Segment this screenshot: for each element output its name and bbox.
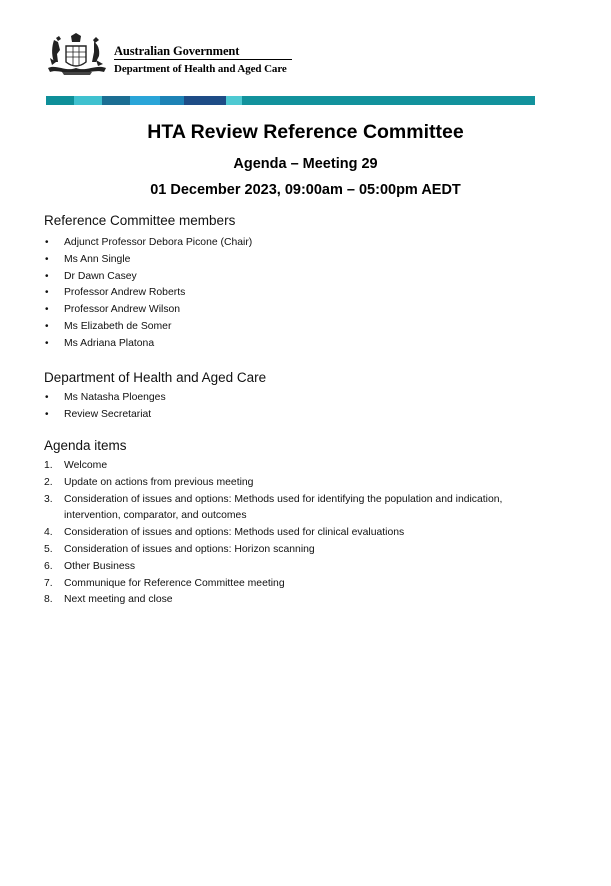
color-segment: [46, 96, 74, 105]
members-list: [44, 235, 554, 353]
government-name: Australian Government: [114, 44, 240, 58]
department-name: Department of Health and Aged Care: [114, 63, 287, 75]
agenda-item: [44, 492, 554, 526]
list-item-text: Professor Andrew Wilson: [64, 304, 181, 316]
list-item-text: Ms Elizabeth de Somer: [64, 320, 172, 332]
item-number: 1.: [44, 460, 53, 471]
item-number: 6.: [44, 560, 53, 572]
coat-of-arms-icon: [46, 32, 108, 78]
meeting-date: 01 December 2023, 09:00am – 05:00pm AEDT: [150, 182, 461, 198]
list-item: [44, 252, 554, 269]
item-number: 7.: [44, 577, 53, 589]
agenda-item: [44, 576, 554, 593]
bullet-icon: •: [45, 237, 49, 248]
bullet-icon: •: [45, 392, 49, 403]
list-item-text: Ms Natasha Ploenges: [64, 392, 166, 403]
color-segment: [242, 96, 535, 105]
bullet-icon: •: [45, 304, 49, 316]
item-number: 3.: [44, 493, 53, 505]
list-item-text: Dr Dawn Casey: [64, 270, 137, 282]
agenda-item-text: Update on actions from previous meeting: [64, 476, 254, 488]
item-number: 8.: [44, 594, 53, 606]
agenda-list: [44, 458, 554, 609]
list-item-text: Review Secretariat: [64, 408, 152, 420]
item-number: 4.: [44, 527, 53, 539]
agenda-item-text: Communique for Reference Committee meeting: [64, 577, 285, 589]
agenda-item: [44, 525, 554, 542]
color-segment: [160, 96, 184, 105]
list-item: [44, 336, 554, 353]
document-title: HTA Review Reference Committee: [147, 121, 464, 143]
header-divider: [114, 59, 292, 60]
bullet-icon: •: [45, 270, 49, 282]
agenda-item-text: Consideration of issues and options: Horizon scanning: [64, 543, 315, 555]
agenda-heading: Agenda items: [44, 438, 127, 453]
list-item-text: Ms Ann Single: [64, 253, 131, 265]
agenda-item: [44, 475, 554, 492]
list-item-text: Adjunct Professor Debora Picone (Chair): [64, 237, 253, 248]
agenda-item: [44, 542, 554, 559]
color-segment: [130, 96, 160, 105]
list-item: [44, 319, 554, 336]
agenda-item: [44, 458, 554, 475]
agenda-item-text: Welcome: [64, 460, 108, 471]
color-segment: [184, 96, 226, 105]
item-number: 5.: [44, 543, 53, 555]
department-list: [44, 390, 554, 424]
bullet-icon: •: [45, 337, 49, 349]
color-segment: [226, 96, 242, 105]
brand-color-bar: [46, 96, 535, 105]
bullet-icon: •: [45, 253, 49, 265]
agenda-item-text: Consideration of issues and options: Methods used for clinical evaluations: [64, 527, 405, 539]
list-item: [44, 407, 554, 424]
meeting-subtitle: Agenda – Meeting 29: [233, 156, 378, 172]
bullet-icon: •: [45, 287, 49, 299]
color-segment: [74, 96, 102, 105]
agenda-item-text: Next meeting and close: [64, 594, 173, 606]
department-heading: Department of Health and Aged Care: [44, 370, 267, 385]
list-item: [44, 235, 554, 252]
list-item: [44, 302, 554, 319]
item-number: 2.: [44, 476, 53, 488]
agenda-item-text: Consideration of issues and options: Methods used for identifying the population and indication, intervention, comparator, and outcomes: [64, 493, 503, 522]
agenda-item-text: Other Business: [64, 560, 136, 572]
list-item: [44, 269, 554, 286]
bullet-icon: •: [45, 408, 49, 420]
list-item: [44, 390, 554, 407]
agenda-item: [44, 592, 554, 609]
list-item-text: Professor Andrew Roberts: [64, 287, 186, 299]
list-item: [44, 285, 554, 302]
color-segment: [102, 96, 130, 105]
list-item-text: Ms Adriana Platona: [64, 337, 155, 349]
members-heading: Reference Committee members: [44, 213, 236, 228]
bullet-icon: •: [45, 320, 49, 332]
agenda-item: [44, 559, 554, 576]
